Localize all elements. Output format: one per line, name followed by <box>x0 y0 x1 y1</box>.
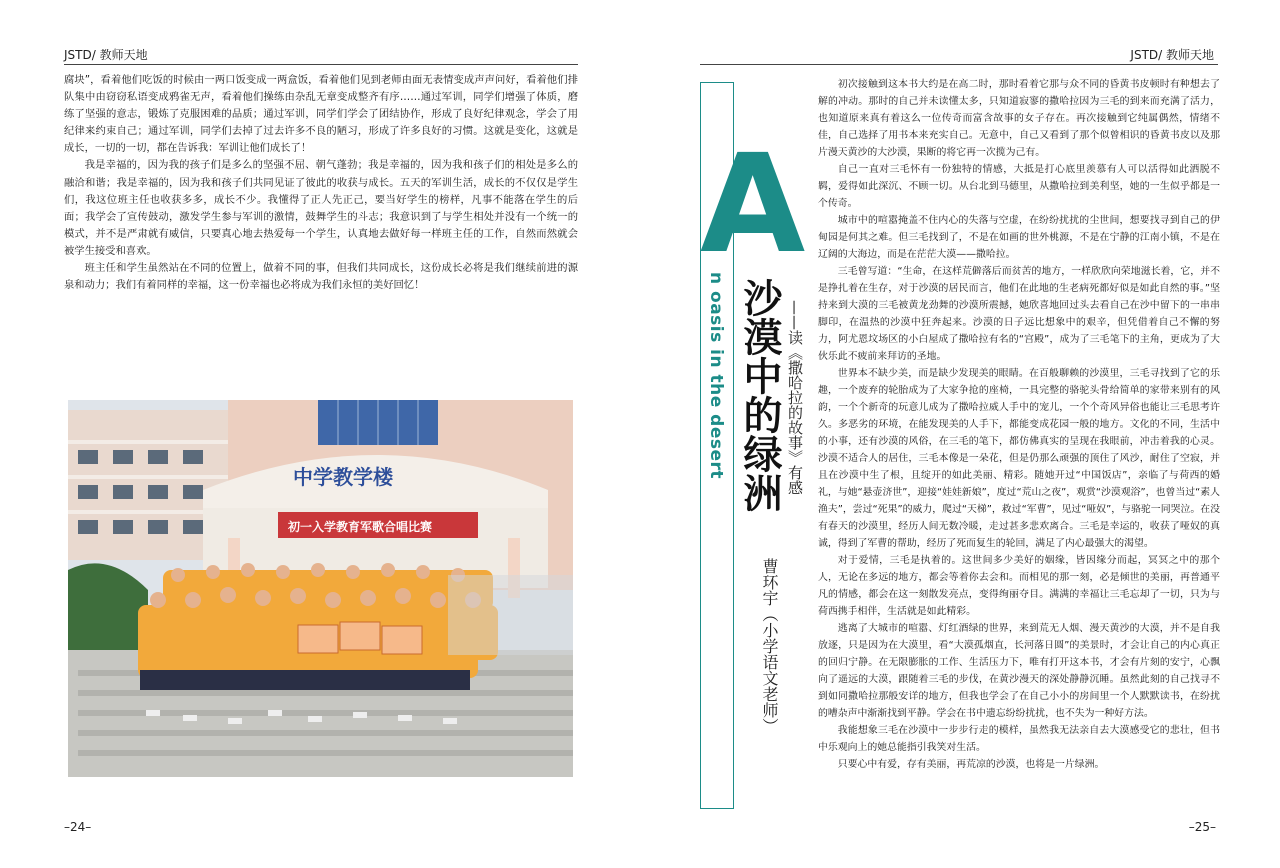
article-title: 沙漠中的绿洲 <box>737 278 782 512</box>
left-paragraph-3: 班主任和学生虽然站在不同的位置上，做着不同的事，但我们共同成长，这份成长必将是我们继续前进的源泉和动力；我们有着同样的幸福，这一份幸福也必将成为我们永恒的美好回忆！ <box>64 262 578 292</box>
article-author: 曹环宇（小学语文老师） <box>760 558 779 734</box>
left-paragraph-1: 腐块”，看着他们吃饭的时候由一两口饭变成一两盒饭，看着他们见到老师由面无表情变成声声问好，看着他们排队集中由窃窃私语变成鸦雀无声，看着他们操练由杂乱无章变成整齐有序……通过军训，同学们增强了体质，磨练了坚强的意志，锻炼了克服困难的品质；通过军训，同学们学会了团结协作，形成了良好纪律观念，学会了用纪律来约束自己；通过军训，同学们去掉了过去许多不良的陋习，形成了许多良好的习惯。这就是变化，这就是成长，一切的一切，都在告诉我：军训让他们成长了！ <box>64 74 578 155</box>
english-title: n oasis in the desert <box>706 272 726 480</box>
group-photo <box>68 400 573 777</box>
left-article-text <box>64 72 578 294</box>
right-paragraph-7: 逃离了大城市的喧嚣、灯红酒绿的世界，来到荒无人烟、漫天黄沙的大漠，并不是自我放逐，只是因为在大漠里，看“大漠孤烟直，长河落日圆”的美景时，才会让自己的内心真正的回归宁静。在无限膨胀的工作、生活压力下，唯有打开这本书，才会有片刻的安宁，心飘向了遥远的大漠，跟随着三毛的步伐，在黄沙漫天的深处静静沉睡。虽然此刻的自己找寻不到如同撒哈拉那般安详的地方，但我也学会了在自己小小的房间里一个人默默读书，在纷扰的嘈杂声中渐渐找到平静。学会在书中遗忘纷纷扰扰，也不失为一种好方法。 <box>818 623 1220 719</box>
page-number-left: –24– <box>64 820 92 834</box>
left-paragraph-2: 我是幸福的，因为我的孩子们是多么的坚强不屈、朝气蓬勃；我是幸福的，因为我和孩子们的相处是多么的融洽和谐；我是幸福的，因为我和孩子们共同见证了彼此的收获与成长。五天的军训生活，成长的不仅仅是学生们，我这位班主任也收获多多，成长不少。我懂得了正人先正己，要当好学生的榜样，凡事不能落在学生的后面；我学会了宣传鼓动，激发学生参与军训的激情，鼓舞学生的斗志；我意识到了与学生相处并没有一个统一的模式，并不是严肃就有威信，只要真心地去热爱每一个学生，认真地去做好每一样班主任的工作，自然而然就会被学生接受和喜欢。 <box>64 159 578 257</box>
banner-text: 初一入学教育军歌合唱比赛 <box>288 520 433 534</box>
drop-letter: A <box>700 126 806 284</box>
article-subtitle: ——读《撒哈拉的故事》有感 <box>786 300 804 495</box>
right-paragraph-4: 三毛曾写道：“生命，在这样荒僻落后而贫苦的地方，一样欣欣向荣地滋长着，它，并不是挣扎着在生存，对于沙漠的居民而言，他们在此地的生老病死都好似是如此自然的事。”坚持来到大漠的三毛被黄龙劲舞的沙漠所震撼，她欣喜地回过头去看自己在沙中留下的一串串脚印，在温热的沙漠中狂奔起来。沙漠的日子远比想象中的艰辛，但凭借着自己不懈的努力，阿尤恩坟场区的小白屋成了撒哈拉有名的“宫殿”，成为了三毛笔下的主角，更成为了大伙乐此不疲前来拜访的圣地。 <box>818 266 1220 362</box>
right-paragraph-5: 世界本不缺少美，而是缺少发现美的眼睛。在百般聊赖的沙漠里，三毛寻找到了它的乐趣，一个废弃的轮胎成为了大家争抢的座椅，一具完整的骆驼头骨给简单的家带来别有的风韵，一个个新奇的玩意儿成为了撒哈拉威人手中的宠儿，一个个奇风异俗也能让三毛思考许久。多恶劣的环境，在能发现美的人手下，都能变成花园一般的地方。文化的不同，生活中的小事，还有沙漠的风俗，在三毛的笔下，都仿佛真实的呈现在我眼前，冲击着我的心灵。沙漠不适合人的居住，三毛本像是一朵花，但是仍那么顽强的顶住了风沙，耐住了空寂，并且在沙漠中生了根，且绽开的如此美丽、精彩。随她开过“中国饭店”，亲临了与荷西的婚礼，与她“悬壶济世”，迎接“娃娃新娘”，度过“荒山之夜”，观赏“沙漠观浴”，也曾当过“素人渔夫”，尝过“死果”的威力，爬过“天梯”，救过“军曹”，见过“哑奴”，与骆驼一同哭泣。在没有春天的沙漠里，经历人间无数冷暖，走过甚多悲欢离合。三毛是幸运的，收获了哑奴的真诚，得到了军曹的帮助，经历了死而复生的轮回，满足了内心最强大的渴望。 <box>818 368 1220 549</box>
header-rule-left <box>64 64 578 65</box>
right-paragraph-6: 对于爱情，三毛是执着的。这世间多少美好的姻缘，皆因缘分而起，冥冥之中的那个人，无论在多远的地方，都会等着你去会和。而相见的那一刻，必是倾世的美丽，再普通平凡的情感，都会在这一刻散发亮点，变得绚丽夺目。满满的幸福让三毛忘却了一切，只为与荷西携手相伴，生活就是如此精彩。 <box>818 555 1220 617</box>
header-rule-right <box>700 64 1218 65</box>
right-paragraph-3: 城市中的喧嚣掩盖不住内心的失落与空虚，在纷纷扰扰的尘世间，想要找寻到自己的伊甸园是何其之难。但三毛找到了，不是在如画的世外桃源，不是在宁静的江南小镇，不是在辽阔的大海边，而是在茫茫大漠——撒哈拉。 <box>818 215 1220 260</box>
header-right: JSTD/ 教师天地 <box>1130 48 1214 62</box>
right-paragraph-2: 自己一直对三毛怀有一份独特的情感，大抵是打心底里羡慕有人可以活得如此洒脱不羁，爱得如此深沉、不顾一切。从台北到马德里，从撒哈拉到美利坚，她的一生似乎都是一个传奇。 <box>818 164 1220 209</box>
right-article-text <box>818 76 1220 773</box>
right-paragraph-1: 初次接触到这本书大约是在高二时，那时看着它那与众不同的昏黄书皮顿时有种想去了解的冲动。那时的自己并未读懂太多，只知道寂寥的撒哈拉因为三毛的到来而充满了活力，也知道原来真有着这么一位传奇而富含故事的女子存在。再次接触到它纯属偶然，情绪不佳，自己选择了用书本来充实自己。无意中，自己又看到了那个似曾相识的昏黄书皮以及那片漫天黄沙的大沙漠，果断的将它再一次揽为己有。 <box>818 79 1220 158</box>
header-left: JSTD/ 教师天地 <box>64 48 148 62</box>
building-sign: 中学教学楼 <box>293 465 393 489</box>
page-number-right: –25– <box>1188 820 1216 834</box>
right-paragraph-8: 我能想象三毛在沙漠中一步步行走的模样，虽然我无法亲自去大漠感受它的悲壮，但书中乐观向上的她总能指引我笑对生活。 <box>818 725 1220 753</box>
right-paragraph-9: 只要心中有爱，存有美丽，再荒凉的沙漠，也将是一片绿洲。 <box>837 759 1105 770</box>
